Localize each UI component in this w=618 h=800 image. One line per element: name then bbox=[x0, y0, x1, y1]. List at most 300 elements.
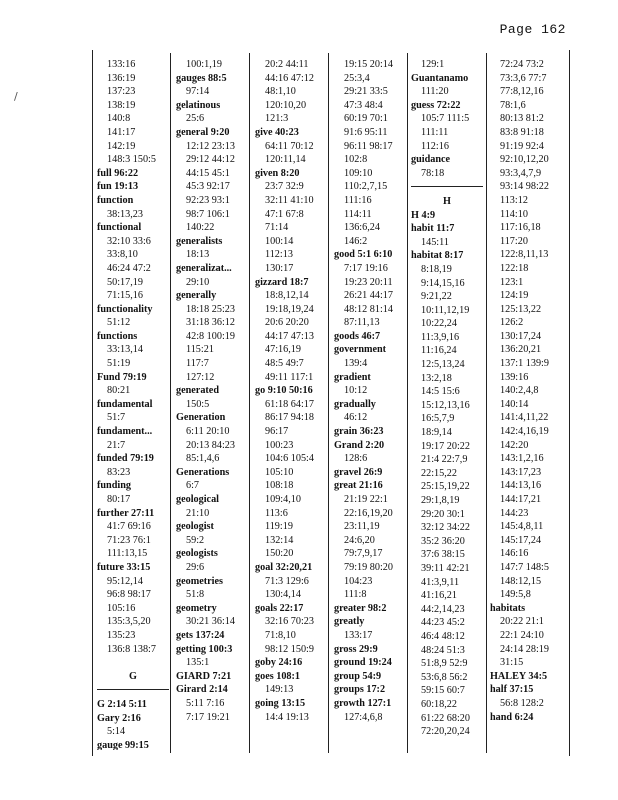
page-reference: 31:18 36:12 bbox=[186, 317, 235, 329]
page-reference: 72:20,20,24 bbox=[421, 726, 470, 738]
page-reference: 35:2 36:20 bbox=[421, 535, 465, 547]
page-reference: 85:1,4,6 bbox=[186, 453, 220, 465]
page-reference: 142:4,16,19 bbox=[500, 426, 549, 438]
page-reference: 6:7 bbox=[186, 480, 200, 492]
page-reference: 96:17 bbox=[265, 426, 289, 438]
page-reference: 104:23 bbox=[344, 575, 373, 587]
index-term: gradient bbox=[334, 371, 371, 383]
page-reference: 51:8,9 52:9 bbox=[421, 658, 468, 670]
page-reference: 140:22 bbox=[186, 222, 215, 234]
page-reference: 114:10 bbox=[500, 208, 528, 220]
page-reference: 100:14 bbox=[265, 235, 294, 247]
index-term: functional bbox=[97, 222, 142, 234]
index-term: groups 17:2 bbox=[334, 684, 386, 696]
page-reference: 44:2,14,23 bbox=[421, 603, 465, 615]
page-reference: 61:18 64:17 bbox=[265, 398, 314, 410]
index-term: goes 108:1 bbox=[255, 670, 300, 682]
index-term: gross 29:9 bbox=[334, 643, 378, 655]
page-reference: 14:4 19:13 bbox=[265, 711, 309, 723]
page-reference: 148:3 150:5 bbox=[107, 154, 156, 166]
page-reference: 105:10 bbox=[265, 466, 294, 478]
index-term: habitats bbox=[490, 602, 526, 614]
page-reference: 51:7 bbox=[107, 412, 126, 424]
page-reference: 79:7,9,17 bbox=[344, 548, 383, 560]
index-term: goals 22:17 bbox=[255, 602, 304, 614]
page-reference: 145:11 bbox=[421, 236, 449, 248]
page-reference: 72:24 73:2 bbox=[500, 59, 544, 70]
index-term: Fund 79:19 bbox=[97, 371, 147, 383]
column-divider bbox=[170, 53, 171, 753]
page-reference: 24:14 28:19 bbox=[500, 643, 549, 655]
page-reference: 78:1,6 bbox=[500, 99, 526, 111]
index-term: gauges 88:5 bbox=[176, 72, 227, 84]
page-reference: 139:4 bbox=[344, 358, 368, 370]
page-reference: 146:16 bbox=[500, 548, 529, 560]
page-reference: 41:16,21 bbox=[421, 590, 457, 602]
page-reference: 110:2,7,15 bbox=[344, 181, 388, 193]
page-reference: 46:4 48:12 bbox=[421, 630, 465, 642]
page-reference: 32:12 34:22 bbox=[421, 522, 470, 534]
page-reference: 83:8 91:18 bbox=[500, 126, 544, 138]
page-reference: 22:16,19,20 bbox=[344, 507, 393, 519]
page-reference: 33:13,14 bbox=[107, 344, 143, 356]
page-reference: 71:14 bbox=[265, 222, 289, 234]
page-reference: 144:23 bbox=[500, 507, 529, 519]
column-divider bbox=[486, 53, 487, 753]
page-reference: 20:2 44:11 bbox=[265, 59, 309, 70]
page-reference: 137:23 bbox=[107, 86, 136, 98]
index-term: functionality bbox=[97, 303, 153, 315]
page-reference: 98:12 150:9 bbox=[265, 643, 314, 655]
page-reference: 33:8,10 bbox=[107, 249, 138, 261]
page-reference: 109:4,10 bbox=[265, 494, 301, 505]
page-reference: 61:22 68:20 bbox=[421, 712, 470, 724]
page-number: Page 162 bbox=[499, 22, 566, 37]
index-term: geologist bbox=[176, 521, 214, 533]
page-reference: 98:7 106:1 bbox=[186, 208, 230, 220]
page-reference: 19:17 20:22 bbox=[421, 440, 470, 452]
index-term: getting 100:3 bbox=[176, 643, 233, 655]
page-reference: 79:19 80:20 bbox=[344, 561, 393, 573]
index-term: give 40:23 bbox=[255, 126, 299, 138]
page-reference bbox=[97, 656, 169, 670]
page-reference: 44:16 47:12 bbox=[265, 72, 314, 84]
index-term: HALEY 34:5 bbox=[490, 670, 548, 682]
page-reference: 142:19 bbox=[107, 140, 136, 152]
section-rule bbox=[411, 180, 483, 187]
page-reference: 140:14 bbox=[500, 398, 529, 410]
page-reference: 5:11 7:16 bbox=[186, 697, 225, 709]
column-divider bbox=[407, 53, 408, 753]
page-reference: 20:22 21:1 bbox=[500, 616, 544, 628]
page-reference: 120:11,14 bbox=[265, 154, 306, 166]
index-term: good 5:1 6:10 bbox=[334, 249, 393, 261]
index-term: functions bbox=[97, 330, 138, 342]
page-reference: 5:14 bbox=[107, 726, 126, 738]
page-reference: 19:15 20:14 bbox=[344, 59, 393, 70]
page-reference: 80:21 bbox=[107, 385, 131, 397]
page-reference: 92:10,12,20 bbox=[500, 154, 549, 166]
page-reference: 48:1,10 bbox=[265, 86, 296, 98]
page-reference: 25:15,19,22 bbox=[421, 481, 470, 493]
page-reference: 78:18 bbox=[421, 167, 445, 179]
index-term: Girard 2:14 bbox=[176, 684, 228, 696]
page-reference: 71:23 76:1 bbox=[107, 534, 151, 546]
index-term: gets 137:24 bbox=[176, 629, 225, 641]
page-reference: 71:8,10 bbox=[265, 629, 296, 641]
page-reference: 45:3 92:17 bbox=[186, 181, 230, 193]
page-reference: 71:3 129:6 bbox=[265, 575, 309, 587]
index-term: gradually bbox=[334, 398, 376, 410]
page-reference: 29:20 30:1 bbox=[421, 508, 465, 520]
page-reference: 145:4,8,11 bbox=[500, 521, 544, 533]
page-reference: 123:1 bbox=[500, 276, 524, 288]
page-reference: 109:10 bbox=[344, 167, 373, 179]
index-term: future 33:15 bbox=[97, 561, 151, 573]
page-reference: 46:24 47:2 bbox=[107, 262, 151, 274]
index-term: guidance bbox=[411, 154, 451, 166]
page-reference: 44:17 47:13 bbox=[265, 330, 314, 342]
section-rule bbox=[97, 683, 169, 690]
index-term: geologists bbox=[176, 548, 218, 560]
page-reference: 112:16 bbox=[421, 140, 449, 152]
page-reference: 119:19 bbox=[265, 521, 293, 533]
page-reference: 136:6,24 bbox=[344, 222, 380, 234]
page-reference: 47:3 48:4 bbox=[344, 99, 383, 111]
index-term: Generations bbox=[176, 466, 230, 478]
page-reference: 108:18 bbox=[265, 480, 294, 492]
page-reference: 111:20 bbox=[421, 86, 449, 98]
page-reference: 44:23 45:2 bbox=[421, 617, 465, 629]
page-reference: 126:2 bbox=[500, 317, 524, 329]
page-reference: 32:10 33:6 bbox=[107, 235, 151, 247]
page-reference: 11:3,9,16 bbox=[421, 331, 460, 343]
index-term: guess 72:22 bbox=[411, 99, 461, 111]
index-term: going 13:15 bbox=[255, 697, 306, 709]
page-reference: 11:16,24 bbox=[421, 345, 457, 357]
page-reference: 60:19 70:1 bbox=[344, 113, 388, 125]
page-reference: 29:6 bbox=[186, 561, 205, 573]
index-term: fundamental bbox=[97, 398, 153, 410]
page-reference: 42:8 100:19 bbox=[186, 330, 235, 342]
page-reference: 32:16 70:23 bbox=[265, 616, 314, 628]
section-letter: G bbox=[129, 670, 137, 682]
page-reference: 7:17 19:16 bbox=[344, 262, 388, 274]
index-term: geometry bbox=[176, 602, 217, 614]
page-reference: 44:15 45:1 bbox=[186, 167, 230, 179]
index-term: growth 127:1 bbox=[334, 697, 392, 709]
page-reference: 136:20,21 bbox=[500, 344, 542, 356]
page-reference: 135:23 bbox=[107, 629, 136, 641]
page-reference: 135:1 bbox=[186, 657, 210, 669]
page-reference: 149:5,8 bbox=[500, 589, 531, 601]
index-term: half 37:15 bbox=[490, 684, 534, 696]
index-term: full 96:22 bbox=[97, 167, 139, 179]
page-reference: 111:11 bbox=[421, 126, 449, 138]
page-reference: 115:21 bbox=[186, 344, 214, 356]
margin-mark: / bbox=[14, 90, 18, 103]
page-reference: 102:8 bbox=[344, 154, 368, 166]
index-term: Guantanamo bbox=[411, 72, 469, 84]
index-term: funding bbox=[97, 480, 131, 492]
page-reference: 144:13,16 bbox=[500, 480, 542, 492]
page-reference: 41:7 69:16 bbox=[107, 521, 151, 533]
index-term: function bbox=[97, 194, 134, 206]
page-reference: 113:12 bbox=[500, 194, 528, 206]
page-reference: 20:13 84:23 bbox=[186, 439, 235, 451]
index-term: H 4:9 bbox=[411, 209, 436, 221]
index-term: geological bbox=[176, 494, 220, 505]
page-reference: 71:15,16 bbox=[107, 290, 143, 302]
page-reference: 80:13 81:2 bbox=[500, 113, 544, 125]
page-reference: 51:8 bbox=[186, 589, 205, 601]
page-reference: 60:18,22 bbox=[421, 698, 457, 710]
page-reference: 133:16 bbox=[107, 59, 136, 70]
page-reference: 10:12 bbox=[344, 385, 368, 397]
index-term: grain 36:23 bbox=[334, 426, 384, 438]
page-reference: 96:11 98:17 bbox=[344, 140, 393, 152]
index-term: hand 6:24 bbox=[490, 711, 534, 723]
page-reference: 135:3,5,20 bbox=[107, 616, 151, 628]
page-reference: 113:6 bbox=[265, 507, 288, 519]
page-reference: 91:19 92:4 bbox=[500, 140, 544, 152]
page-reference: 112:13 bbox=[265, 249, 293, 261]
page-reference: 24:6,20 bbox=[344, 534, 375, 546]
page-reference: 138:19 bbox=[107, 99, 136, 111]
page-reference: 25:3,4 bbox=[344, 72, 370, 84]
index-term: group 54:9 bbox=[334, 670, 382, 682]
index-column-3 bbox=[255, 58, 327, 750]
page-reference: 93:3,4,7,9 bbox=[500, 167, 542, 179]
page-reference: 149:13 bbox=[265, 684, 294, 696]
page-reference: 25:6 bbox=[186, 113, 205, 125]
page-reference: 141:4,11,22 bbox=[500, 412, 549, 424]
index-term: further 27:11 bbox=[97, 507, 155, 519]
page-reference: 16:5,7,9 bbox=[421, 413, 455, 425]
page-reference: 48:12 81:14 bbox=[344, 303, 393, 315]
section-letter: H bbox=[443, 195, 451, 207]
page-reference: 111:8 bbox=[344, 589, 367, 601]
index-term: given 8:20 bbox=[255, 167, 300, 179]
page-reference: 18:9,14 bbox=[421, 427, 452, 439]
page-reference: 124:19 bbox=[500, 290, 529, 302]
page-reference: 130:4,14 bbox=[265, 589, 301, 601]
page-reference: 122:8,11,13 bbox=[500, 249, 549, 261]
page-reference: 50:17,19 bbox=[107, 276, 143, 288]
page-reference: 8:18,19 bbox=[421, 263, 452, 275]
page-reference: 117:16,18 bbox=[500, 222, 541, 234]
page-reference: 59:2 bbox=[186, 534, 205, 546]
page-reference: 87:11,13 bbox=[344, 317, 380, 329]
index-term: gauge 99:15 bbox=[97, 739, 149, 750]
page-reference: 51:12 bbox=[107, 317, 131, 329]
page-reference: 48:5 49:7 bbox=[265, 358, 304, 370]
page-reference: 141:17 bbox=[107, 126, 136, 138]
page-reference: 38:13,23 bbox=[107, 208, 143, 220]
page-reference: 105:16 bbox=[107, 602, 136, 614]
index-term: Gary 2:16 bbox=[97, 712, 141, 724]
page-reference: 53:6,8 56:2 bbox=[421, 671, 468, 683]
page-reference: 73:3,6 77:7 bbox=[500, 72, 547, 84]
page-reference: 23:7 32:9 bbox=[265, 181, 304, 193]
page-reference: 29:21 33:5 bbox=[344, 86, 388, 98]
page-reference: 86:17 94:18 bbox=[265, 412, 314, 424]
page-reference: 29:10 bbox=[186, 276, 210, 288]
page-reference: 12:12 23:13 bbox=[186, 140, 235, 152]
index-term: goby 24:16 bbox=[255, 657, 303, 669]
page-reference: 91:6 95:11 bbox=[344, 126, 388, 138]
page-reference: 147:7 148:5 bbox=[500, 561, 549, 573]
index-column-6 bbox=[490, 58, 564, 750]
index-term: generally bbox=[176, 290, 217, 302]
index-term: goods 46:7 bbox=[334, 330, 381, 342]
index-term: habit 11:7 bbox=[411, 223, 455, 235]
page-reference: 18:13 bbox=[186, 249, 210, 261]
page-reference: 20:6 20:20 bbox=[265, 317, 309, 329]
index-term: G 2:14 5:11 bbox=[97, 698, 147, 710]
column-divider bbox=[249, 53, 250, 753]
page-reference: 21:7 bbox=[107, 439, 126, 451]
page-reference: 100:1,19 bbox=[186, 59, 222, 70]
page-reference: 37:6 38:15 bbox=[421, 549, 465, 561]
page-reference: 145:17,24 bbox=[500, 534, 542, 546]
page-reference: 80:17 bbox=[107, 494, 131, 505]
page-reference: 48:24 51:3 bbox=[421, 644, 465, 656]
page-reference: 133:17 bbox=[344, 629, 373, 641]
page-reference: 22:15,22 bbox=[421, 467, 457, 479]
index-term: government bbox=[334, 344, 387, 356]
page-reference: 148:12,15 bbox=[500, 575, 542, 587]
page-reference: 23:11,19 bbox=[344, 521, 380, 533]
index-term: generalists bbox=[176, 235, 223, 247]
index-term: goal 32:20,21 bbox=[255, 561, 313, 573]
page-reference: 46:12 bbox=[344, 412, 368, 424]
page-reference: 49:11 117:1 bbox=[265, 371, 314, 383]
index-term: funded 79:19 bbox=[97, 453, 154, 465]
index-term: GIARD 7:21 bbox=[176, 670, 232, 682]
index-term: Generation bbox=[176, 412, 226, 424]
page-reference: 121:3 bbox=[265, 113, 289, 125]
page-reference: 21:4 22:7,9 bbox=[421, 454, 468, 466]
index-column-5 bbox=[411, 58, 483, 750]
page-reference: 59:15 60:7 bbox=[421, 685, 465, 697]
page-reference: 56:8 128:2 bbox=[500, 697, 544, 709]
page-reference: 140:2,4,8 bbox=[500, 385, 539, 397]
page-reference: 142:20 bbox=[500, 439, 529, 451]
page-reference: 117:20 bbox=[500, 235, 528, 247]
index-term: greatly bbox=[334, 616, 365, 628]
page-reference: 146:2 bbox=[344, 235, 368, 247]
index-column-1 bbox=[97, 58, 169, 750]
page-reference: 10:22,24 bbox=[421, 318, 457, 330]
page-reference: 150:20 bbox=[265, 548, 294, 560]
index-term: greater 98:2 bbox=[334, 602, 387, 614]
page-reference: 64:11 70:12 bbox=[265, 140, 314, 152]
page-reference: 77:8,12,16 bbox=[500, 86, 544, 98]
page-reference: 19:18,19,24 bbox=[265, 303, 314, 315]
page-reference: 51:19 bbox=[107, 358, 131, 370]
page-reference: 39:11 42:21 bbox=[421, 562, 470, 574]
page-reference: 83:23 bbox=[107, 466, 131, 478]
index-term: generalizat... bbox=[176, 262, 232, 274]
page-reference: 92:23 93:1 bbox=[186, 194, 230, 206]
page-reference: 130:17 bbox=[265, 262, 294, 274]
page-reference: 111:13,15 bbox=[107, 548, 148, 560]
page-reference: 32:11 41:10 bbox=[265, 194, 314, 206]
page-reference: 143:1,2,16 bbox=[500, 453, 544, 465]
page-reference: 22:1 24:10 bbox=[500, 629, 544, 641]
page-reference: 111:16 bbox=[344, 194, 372, 206]
page-reference: 10:11,12,19 bbox=[421, 304, 470, 316]
index-term: geometries bbox=[176, 575, 223, 587]
page-reference: 31:15 bbox=[500, 657, 524, 669]
index-term: general 9:20 bbox=[176, 126, 230, 138]
page-reference: 137:1 139:9 bbox=[500, 358, 549, 370]
page-reference: 127:12 bbox=[186, 371, 215, 383]
page-reference: 12:5,13,24 bbox=[421, 359, 465, 371]
page-reference: 47:16,19 bbox=[265, 344, 301, 356]
page-reference: 117:7 bbox=[186, 358, 209, 370]
page-reference: 9:14,15,16 bbox=[421, 277, 465, 289]
page-reference: 9:21,22 bbox=[421, 291, 452, 303]
page-reference: 140:8 bbox=[107, 113, 131, 125]
index-term: go 9:10 50:16 bbox=[255, 385, 313, 397]
page-reference: 144:17,21 bbox=[500, 494, 542, 505]
page-reference: 47:1 67:8 bbox=[265, 208, 304, 220]
page-reference: 15:12,13,16 bbox=[421, 399, 470, 411]
index-term: fun 19:13 bbox=[97, 181, 139, 193]
page-reference: 143:17,23 bbox=[500, 466, 542, 478]
page-reference: 7:17 19:21 bbox=[186, 711, 230, 723]
page-reference: 136:8 138:7 bbox=[107, 643, 156, 655]
page-reference: 128:6 bbox=[344, 453, 368, 465]
page-reference: 125:13,22 bbox=[500, 303, 542, 315]
page-reference: 26:21 44:17 bbox=[344, 290, 393, 302]
page-reference: 13:2,18 bbox=[421, 372, 452, 384]
page-reference: 97:14 bbox=[186, 86, 210, 98]
index-term: gelatinous bbox=[176, 99, 221, 111]
page-reference: 129:1 bbox=[421, 59, 445, 70]
page-reference: 21:19 22:1 bbox=[344, 494, 388, 505]
page-reference: 105:7 111:5 bbox=[421, 113, 470, 125]
index-term: generated bbox=[176, 385, 219, 397]
page-reference: 19:23 20:11 bbox=[344, 276, 393, 288]
index-term: ground 19:24 bbox=[334, 657, 392, 669]
page-reference: 95:12,14 bbox=[107, 575, 143, 587]
index-term: fundament... bbox=[97, 426, 153, 438]
page-reference: 96:8 98:17 bbox=[107, 589, 151, 601]
page-reference: 93:14 98:22 bbox=[500, 181, 549, 193]
page-reference: 18:18 25:23 bbox=[186, 303, 235, 315]
page-reference: 136:19 bbox=[107, 72, 136, 84]
index-term: habitat 8:17 bbox=[411, 250, 464, 262]
page-reference: 29:12 44:12 bbox=[186, 154, 235, 166]
page-reference: 21:10 bbox=[186, 507, 210, 519]
page-reference: 114:11 bbox=[344, 208, 372, 220]
page-reference: 14:5 15:6 bbox=[421, 386, 460, 398]
page-reference: 100:23 bbox=[265, 439, 294, 451]
index-term: great 21:16 bbox=[334, 480, 383, 492]
page-reference: 104:6 105:4 bbox=[265, 453, 314, 465]
index-term: gizzard 18:7 bbox=[255, 276, 309, 288]
index-term: Grand 2:20 bbox=[334, 439, 385, 451]
page-reference: 18:8,12,14 bbox=[265, 290, 309, 302]
column-divider bbox=[328, 53, 329, 753]
page-reference: 127:4,6,8 bbox=[344, 711, 383, 723]
page-reference: 120:10,20 bbox=[265, 99, 307, 111]
page-reference: 139:16 bbox=[500, 371, 529, 383]
page-reference: 29:1,8,19 bbox=[421, 495, 460, 506]
